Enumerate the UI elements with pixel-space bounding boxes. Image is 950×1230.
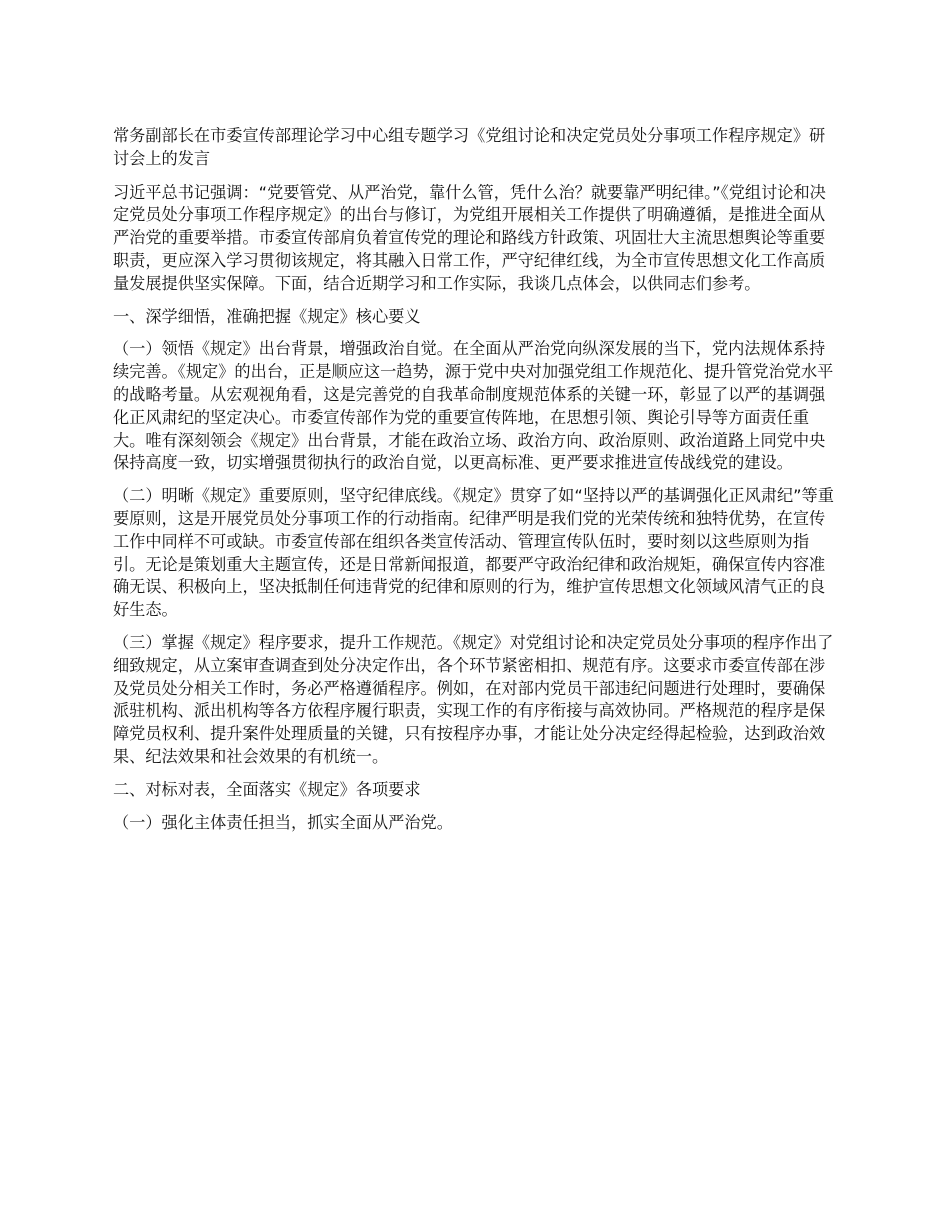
document-title: 常务副部长在市委宣传部理论学习中心组专题学习《党组讨论和决定党员处分事项工作程序规定》研讨会上的发言 [113, 126, 826, 168]
paragraph-1-3: （三）掌握《规定》程序要求，提升工作规范。《规定》对党组讨论和决定党员处分事项的程序作出了细致规定，从立案审查调查到处分决定作出，各个环节紧密相扣、规范有序。这要求市委宣传部在涉及党员处分相关工作时，务必严格遵循程序。例如，在对部内党员干部违纪问题进行处理时，要确保派驻机构、派出机构等各方依程序履行职责，实现工作的有序衔接与高效协同。严格规范的程序是保障党员权利、提升案件处理质量的关键，只有按程序办事，才能让处分决定经得起检验，达到政治效果、纪法效果和社会效果的有机统一。 [113, 632, 834, 766]
paragraph-2-1: （一）强化主体责任担当，抓实全面从严治党。 [113, 812, 453, 832]
document-page [113, 125, 841, 844]
section-heading-2: 二、对标对表，全面落实《规定》各项要求 [113, 779, 421, 799]
section-heading-1: 一、深学细悟，准确把握《规定》核心要义 [113, 306, 421, 326]
intro-paragraph: 习近平总书记强调：“党要管党、从严治党，靠什么管，凭什么治？就要靠严明纪律。”《党组讨论和决定党员处分事项工作程序规定》的出台与修订，为党组开展相关工作提供了明确遵循，是推进全面从严治党的重要举措。市委宣传部肩负着宣传党的理论和路线方针政策、巩固壮大主流思想舆论等重要职责，更应深入学习贯彻该规定，将其融入日常工作，严守纪律红线，为全市宣传思想文化工作高质量发展提供坚实保障。下面，结合近期学习和工作实际，我谈几点体会，以供同志们参考。 [113, 182, 826, 293]
paragraph-1-2: （二）明晰《规定》重要原则，坚守纪律底线。《规定》贯穿了如“坚持以严的基调强化正风肃纪”等重要原则，这是开展党员处分事项工作的行动指南。纪律严明是我们党的光荣传统和独特优势，在宣传工作中同样不可或缺。市委宣传部在组织各类宣传活动、管理宣传队伍时，要时刻以这些原则为指引。无论是策划重大主题宣传，还是日常新闻报道，都要严守政治纪律和政治规矩，确保宣传内容准确无误、积极向上，坚决抵制任何违背党的纪律和原则的行为，维护宣传思想文化领域风清气正的良好生态。 [113, 486, 834, 620]
paragraph-1-1: （一）领悟《规定》出台背景，增强政治自觉。在全面从严治党向纵深发展的当下，党内法规体系持续完善。《规定》的出台，正是顺应这一趋势，源于党中央对加强党组工作规范化、提升管党治党水平的战略考量。从宏观视角看，这是完善党的自我革命制度规范体系的关键一环，彰显了以严的基调强化正风肃纪的坚定决心。市委宣传部作为党的重要宣传阵地，在思想引领、舆论引导等方面责任重大。唯有深刻领会《规定》出台背景，才能在政治立场、政治方向、政治原则、政治道路上同党中央保持高度一致，切实增强贯彻执行的政治自觉，以更高标准、更严要求推进宣传战线党的建设。 [113, 339, 834, 473]
